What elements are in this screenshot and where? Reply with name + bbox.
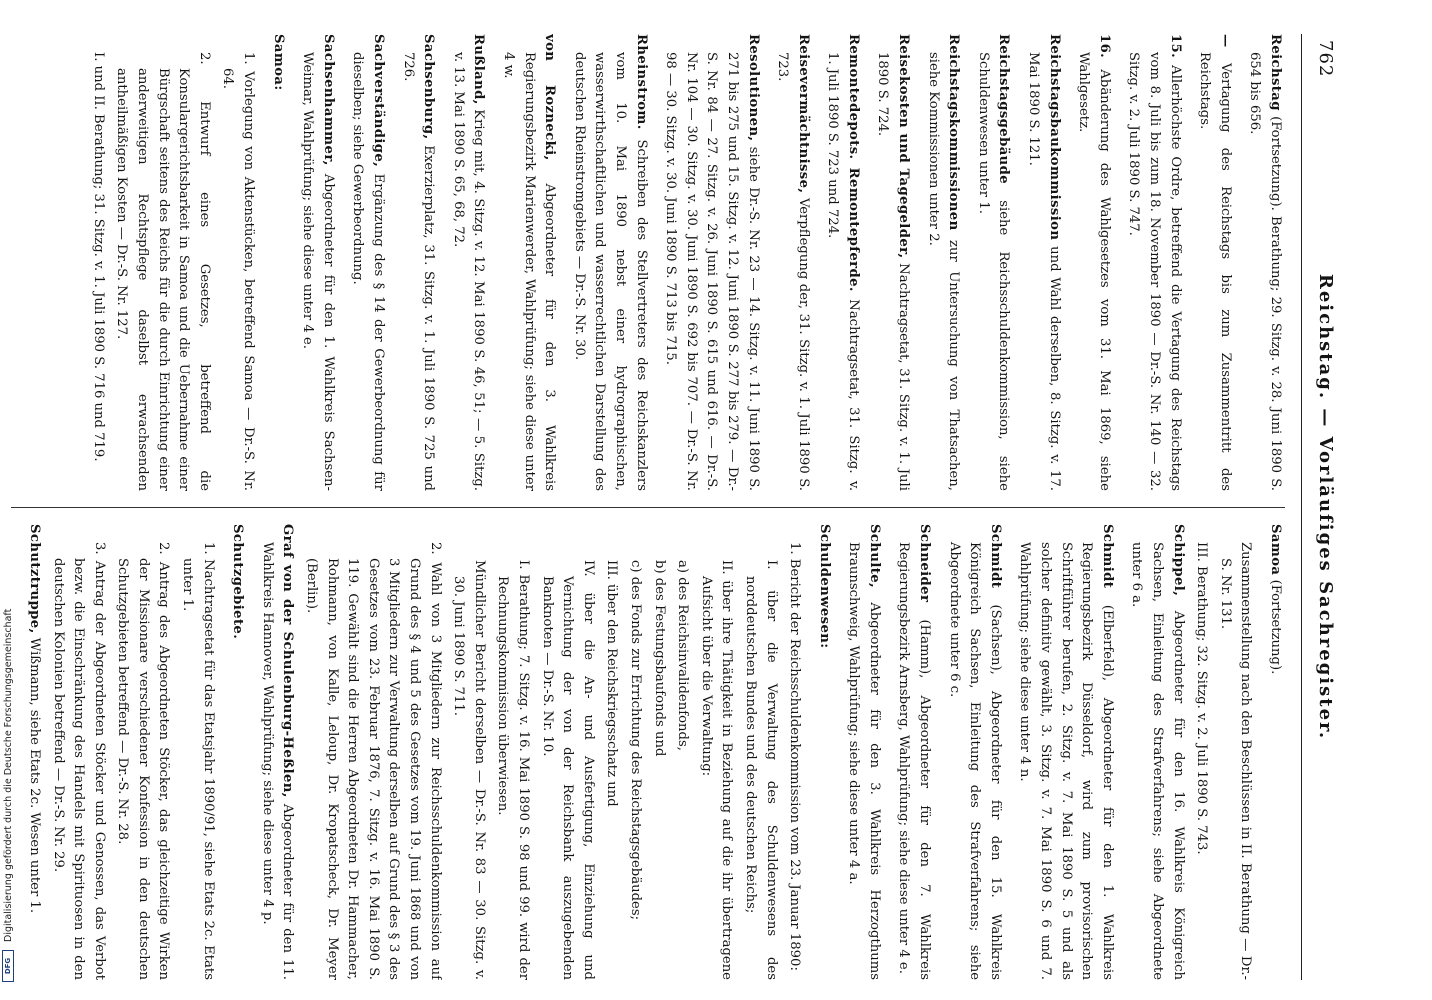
entry-lemma: — <box>1217 34 1233 48</box>
entry-text: Verpflegung der, 31. Sitzg. v. 1. Juli 1890 S. 723. <box>775 52 811 491</box>
entry-lemma: Samoa <box>1268 524 1283 576</box>
entry-lemma: Schutzgebiete. <box>230 524 246 640</box>
index-entry <box>497 34 559 491</box>
entry-lemma: Reisevermächtnisse, <box>795 34 811 194</box>
entry-lemma: 15. <box>1167 34 1183 59</box>
index-entry <box>347 34 388 491</box>
sub-entry <box>47 524 109 980</box>
entry-text: Krieg mit, 4. Sitzg. v. 12. Mai 1890 S. 46, 51; — 5. Sitzg. v. 13. Mai 1890 S. 65, 68, 72. <box>450 52 487 491</box>
samoa-item <box>217 34 258 491</box>
entry-lemma: Reichstagsbaukommission <box>1046 34 1062 241</box>
entry-text: und Wahl derselben, 8. Sitzg. v. 17. Mai 1890 S. 121. <box>1026 52 1062 491</box>
left-column <box>11 34 1285 507</box>
item-text: Entwurf eines Gesetzes, betreffend die Konsulargerichtsbarkeit in Samoa und die Uebernahme einer Bürgschaft seitens des Reichs für die durch Einrichtung einer anderweitigen Rechtspflege daselbst erwachsenden antheilmäßigen Kosten — Dr.-S. Nr. 127. <box>114 68 212 491</box>
entry-text: III. über den Reichskriegsschatz und <box>604 560 620 807</box>
entry-text: 2. Wahl von 3 Mitgliedern zur Reichsschuldenkommission auf Grund des § 4 und 5 des Gesetzes vom 19. Juni 1868 und von 3 Mitgliedern zur Verwaltung derselben auf Grund des § 3 des Gesetzes vom 23. Februar 1876, 7. Sitzg. v. 16. Mai 1890 S. 119. Gewählt sind die Herren Abgeordneten Dr. Hammacher, Rohmann, von Kalle, Leloup, Dr. Kropatscheck, Dr. Meyer (Berlin). <box>304 542 443 980</box>
entry-text: III. Berathung; 32. Sitzg. v. 2. Juli 1890 S. 743. <box>1194 542 1210 855</box>
page-header <box>1301 34 1342 980</box>
sub-entry <box>601 524 622 980</box>
index-entry <box>267 34 288 491</box>
index-entry <box>822 34 863 491</box>
entry-text: c) des Fonds zur Errichtung des Reichstagsgebäudes; <box>627 560 643 921</box>
entry-lemma: Sachsenburg, <box>421 34 437 140</box>
entry-text: Nachtragsetat, 31. Sitzg. v. 1. Juli 1890 S. 723 und 724. <box>825 52 861 492</box>
entry-text: Allerhöchste Ordre, betreffend die Vertagung des Reichstags vom 8. Juli bis zum 18. November 1890 — Dr.-S. Nr. 140 — 32. Sitzg. v. 2. Juli 1890 S. 747. <box>1126 52 1183 491</box>
entry-text: Abgeordneter für den 16. Wahlkreis Königreich Sachsen, Einleitung des Strafverfahrens; siehe Abgeordnete unter 6 a. <box>1129 542 1186 980</box>
entry-text: siehe Reichsschuldenkommission, siehe Schuldenwesen unter 1. <box>975 52 1012 491</box>
index-entry <box>1022 34 1063 491</box>
entry-text: Nachtragsetat, 31. Sitzg. v. 1. Juli 1890 S. 724. <box>875 52 912 491</box>
item-text: I. und II. Berathung; 31. Sitzg. v. 1. Juli 1890 S. 716 und 719. <box>90 52 106 462</box>
entry-text: IV. über die An- und Ausfertigung, Einziehung und Vernichtung der von der Reichsbank auszugebenden Banknoten — Dr.-S. Nr. 10. <box>539 560 596 980</box>
entry-text: (Fortsetzung). <box>1268 579 1283 675</box>
entry-text: a) des Reichsinvalidenfonds, <box>675 560 691 751</box>
entry-lemma: Remontedepots. Remontepferde. <box>845 34 861 292</box>
entry-text: (Fortsetzung). Berathung; 29. Sitzg. v. 28. Juni 1890 S. 654 bis 656. <box>1247 52 1283 491</box>
entry-text: I. Berathung; 7. Sitzg. v. 16. Mai 1890 S. 98 und 99. wird der Rechnungskommission überwiesen. <box>495 560 531 980</box>
sub-entry <box>672 524 693 980</box>
entry-lemma: Schulte, <box>866 524 882 589</box>
entry-text: Wißmann, siehe Etats 2c. Wesen unter 1. <box>26 637 42 914</box>
index-entry <box>227 524 248 980</box>
sub-entry <box>177 524 218 980</box>
index-entry <box>1123 34 1185 491</box>
entry-text: 2. Antrag des Abgeordneten Stöcker, das gleichzeitige Wirken der Missionare verschiedener Konfession in den deutschen Schutzgebieten betreffend — Dr.-S. Nr. 28. <box>115 542 172 980</box>
entry-text: (Elberfeld), Abgeordneter für den 1. Wahlkreis Regierungsbezirk Düsseldorf, wird zum provisorischen Schriftführer berufen, 2. Sitzg. v. 7. Mai 1890 S. 5 und als solcher definitiv gewählt, 3. Sitzg. v. 7. Mai 1890 S. 6 und 7. Wahlprüfung; siehe diese unter 4 n. <box>1017 542 1115 980</box>
entry-lemma: Schneider <box>917 524 933 603</box>
index-entry <box>1191 524 1212 980</box>
samoa-item <box>87 34 108 491</box>
index-entry <box>660 34 763 491</box>
index-entry <box>1214 524 1255 980</box>
entry-text: Schreiben des Stellvertreters des Reichskanzlers vom 10. Mai 1890 nebst einer hydrographischen, wasserwirthschaftlichen und wasserrechtlichen Darstellung des deutschen Rheinstromgebiets — Dr.-S. Nr. 30. <box>571 52 649 491</box>
index-entry <box>1264 524 1285 980</box>
entry-text: (Hamm), Abgeordneter für den 7. Wahlkreis Regierungsbezirk Arnsberg, Wahlprüfung; siehe diese unter 4 e. <box>896 542 933 980</box>
entry-text: Abgeordneter für den 3. Wahlkreis Herzogthums Braunschweig, Wahlprüfung; siehe diese unter 4 a. <box>846 542 882 980</box>
entry-text: zur Untersuchung von Thatsachen, siehe Kommissionen unter 2. <box>925 52 962 491</box>
index-entry <box>1244 34 1285 491</box>
entry-text: Exerzierplatz, 31. Sitzg. v. 1. Juli 1890 S. 725 und 726. <box>400 52 437 491</box>
index-entry <box>1126 524 1188 980</box>
index-entry <box>813 524 834 980</box>
sub-entry <box>300 524 444 980</box>
entry-lemma: Reichstag <box>1268 34 1283 111</box>
entry-text: II. über ihre Thätigkeit in Beziehung auf die ihr übertragene Aufsicht über die Verwaltung: <box>698 560 735 980</box>
entry-lemma: von Roznecki, <box>542 34 558 161</box>
sub-entry <box>624 524 645 980</box>
right-column <box>11 507 1285 980</box>
sub-entry <box>536 524 598 980</box>
entry-text: Abänderung des Wahlgesetzes vom 31. Mai 1869, siehe Wahlgesetz. <box>1076 52 1112 491</box>
dfg-logo <box>2 950 14 982</box>
digitization-credit <box>2 0 16 1000</box>
item-number: 1. <box>241 52 257 65</box>
index-entry <box>1194 34 1235 491</box>
entry-lemma: Reisekosten und Tagegelder, <box>896 34 912 259</box>
sub-entry <box>112 524 174 980</box>
item-text: Vorlegung von Aktenstücken, betreffend Samoa — Dr.-S. Nr. 64. <box>220 68 257 491</box>
entry-text: Mündlicher Bericht derselben — Dr.-S. Nr. 83 — 30. Sitzg. v. 30. Juni 1890 S. 711. <box>451 560 487 980</box>
sub-entry <box>492 524 533 980</box>
entry-lemma: Schmidt <box>1099 524 1115 589</box>
index-entry <box>872 34 913 491</box>
entry-text: (Sachsen), Abgeordneter für den 15. Wahlkreis Königreich Sachsen, Einleitung des Strafverfahrens; siehe Abgeordnete unter 6 c. <box>946 542 1003 980</box>
entry-lemma: Sachsenhammer, <box>320 34 336 166</box>
index-entry <box>1014 524 1117 980</box>
dfg-logo-text: DFG <box>4 957 12 975</box>
entry-lemma: Reichstagsgebäude <box>996 34 1012 185</box>
sub-entry <box>739 524 780 980</box>
entry-text: Vertagung des Reichstags bis zum Zusammentritt des Reichstags. <box>1197 52 1233 491</box>
running-title: Reichstag. — Vorläufiges Sachregister. <box>1315 273 1336 741</box>
index-entry <box>23 524 44 980</box>
entry-lemma: Reichstagskommissionen <box>946 34 962 231</box>
entry-text: Ergänzung des § 14 der Gewerbeordnung für dieselben; siehe Gewerbeordnung. <box>350 52 387 491</box>
sub-entry <box>695 524 736 980</box>
sub-entry <box>784 524 805 980</box>
index-entry <box>568 34 650 491</box>
entry-text: Abgeordneter für den 3. Wahlkreis Regierungsbezirk Marienwerder, Wahlprüfung; siehe diese unter 4 w. <box>501 52 558 492</box>
entry-lemma: 16. <box>1096 34 1112 59</box>
index-entry <box>397 34 438 491</box>
page-number: 762 <box>1315 40 1336 78</box>
item-number: 2. <box>196 52 212 65</box>
entry-lemma: Schmidt <box>987 524 1003 589</box>
samoa-item <box>111 34 214 491</box>
credit-text: Digitalisierung gefördert durch die Deutsche Forschungsgemeinschaft <box>3 608 14 942</box>
index-entry <box>256 524 297 980</box>
entry-lemma: Schutztruppe, <box>26 524 42 634</box>
index-entry <box>972 34 1013 491</box>
sub-entry <box>448 524 489 980</box>
entry-text: siehe Dr.-S. Nr. 23 — 14. Sitzg. v. 11. Juni 1890 S. 271 bis 275 und 15. Sitzg. v. 12. Juni 1890 S. 277 bis 279. — Dr.-S. Nr. 84 — 27. Sitzg. v. 26. Juni 1890 S. 615 und 616. — Dr.-S. Nr. 104 — 30. Sitzg. v. 30. Juni 1890 S. 692 bis 707. — Dr.-S. Nr. 98 — 30. Sitzg. v. 30. Juni 1890 S. 713 bis 715. <box>663 52 761 491</box>
index-entry <box>1073 34 1114 491</box>
index-entry <box>772 34 813 491</box>
index-entry <box>447 34 488 491</box>
entry-lemma: Schuldenwesen: <box>816 524 832 649</box>
entry-text: b) des Festungsbaufonds und <box>651 560 667 757</box>
entry-lemma: Resolutionen, <box>745 34 761 142</box>
index-entry <box>922 34 963 491</box>
text-columns <box>11 34 1301 980</box>
entry-text: 1. Nachtragsetat für das Etatsjahr 1890/91, siehe Etats 2c. Etats unter 1. <box>180 542 216 980</box>
entry-text: Abgeordneter für den 1. Wahlkreis Sachsen-Weimar, Wahlprüfung; siehe diese unter 4 e. <box>300 52 336 491</box>
entry-text: 1. Bericht der Reichsschuldenkommission vom 23. Januar 1890: <box>787 542 803 971</box>
entry-text: I. über die Verwaltung des Schuldenwesens des norddeutschen Bundes und des deutschen Reichs; <box>742 560 779 980</box>
index-entry <box>843 524 884 980</box>
entry-lemma: Graf von der Schulenburg-Heßlen, <box>280 524 296 798</box>
entry-text: Zusammenstellung nach den Beschlüssen in II. Berathung — Dr.-S. Nr. 131. <box>1217 542 1254 980</box>
index-entry <box>297 34 338 491</box>
entry-text: Abgeordneter für den 11. Wahlkreis Hannover, Wahlprüfung; siehe diese unter 4 p. <box>259 542 296 980</box>
sub-entry <box>648 524 669 980</box>
index-entry <box>943 524 1005 980</box>
entry-text: 3. Antrag der Abgeordneten Stöcker und Genossen, das Verbot bezw. die Einschränkung des Handels mit Spirituosen in den deutschen Kolonien betreffend — Dr.-S. Nr. 29. <box>50 542 107 980</box>
entry-lemma: Rußland, <box>471 34 487 105</box>
entry-lemma: Rheinstrom. <box>633 34 649 130</box>
entry-lemma: Schippel, <box>1170 524 1186 597</box>
entry-lemma: Samoa: <box>270 34 286 91</box>
index-entry <box>893 524 934 980</box>
entry-lemma: Sachverständige, <box>371 34 387 168</box>
